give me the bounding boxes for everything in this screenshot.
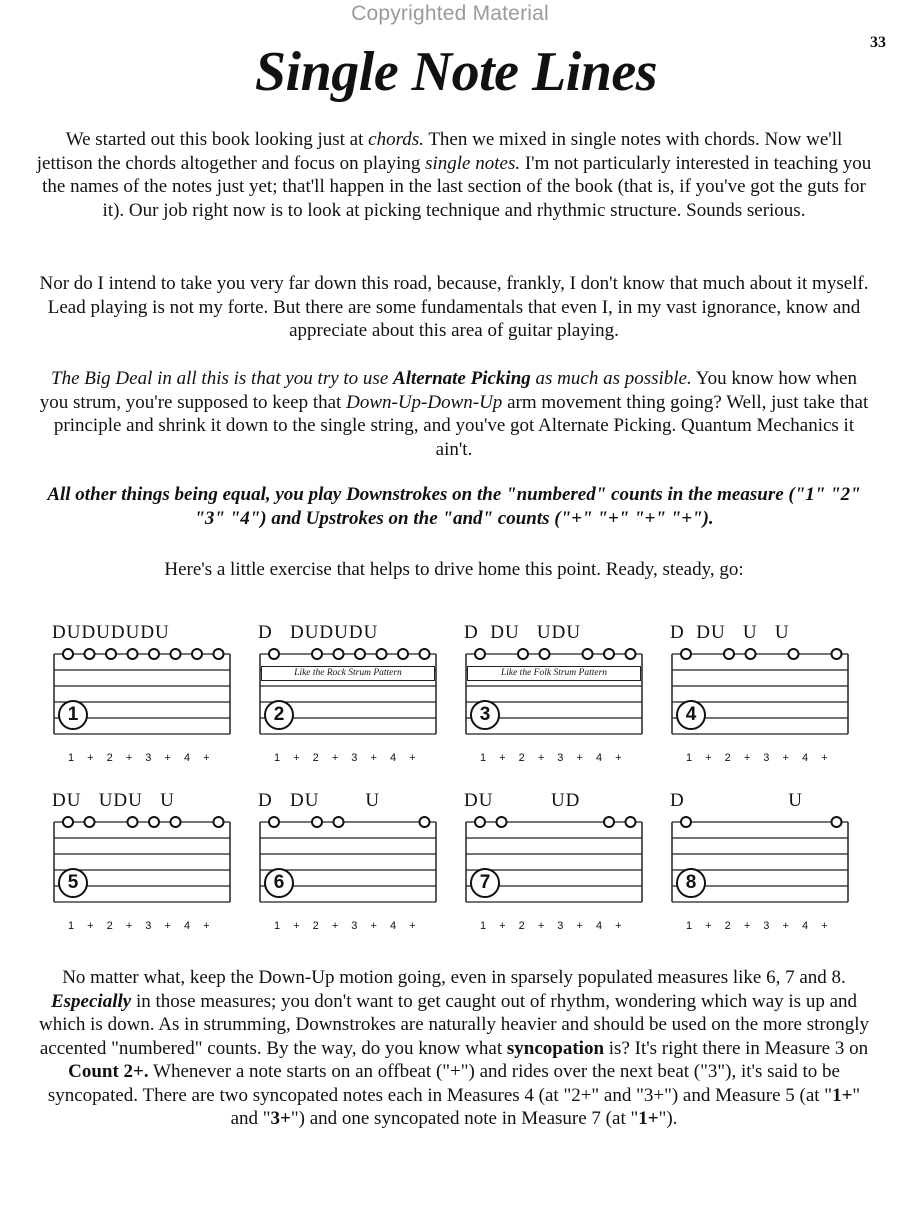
exercise-measure-3 (464, 622, 644, 772)
open-string-note (626, 817, 636, 827)
stroke-pattern: D DU UDU (464, 622, 582, 643)
text-run-italic: Down-Up-Down-Up (346, 391, 503, 413)
open-string-note (681, 817, 691, 827)
text-run-bold: 1+ (832, 1084, 853, 1106)
open-string-note (604, 649, 614, 659)
text-run: "). (658, 1108, 678, 1129)
open-string-note (497, 817, 507, 827)
text-run: Whenever a note starts on an offbeat ("+") and rides over the next beat ("3"), it's said to be syncopated. There are two syncopated notes each in Measures 4 (at "2+" and "3+") and Measure 5 (at " (47, 1061, 840, 1106)
open-string-note (681, 649, 691, 659)
exercise-measure-5 (52, 790, 232, 940)
count-labels: 1 + 2 + 3 + 4 + (274, 752, 421, 764)
text-run-bold: Count 2+. (68, 1061, 149, 1082)
open-string-note (63, 817, 73, 827)
pattern-label: Like the Folk Strum Pattern (467, 666, 641, 681)
open-string-note (540, 649, 550, 659)
count-labels: 1 + 2 + 3 + 4 + (274, 920, 421, 932)
page-number: 33 (870, 34, 886, 51)
text-run: Then we mixed in single notes with chords. Now we'll jettison the chords altogether and focus on playing (36, 129, 843, 174)
stroke-pattern: D DU U U (670, 622, 790, 643)
open-string-note (312, 649, 322, 659)
text-run-bold: Alternate Picking (393, 368, 531, 389)
measure-number-badge: 1 (58, 700, 88, 730)
exercise-measure-8 (670, 790, 850, 940)
measure-number-badge: 5 (58, 868, 88, 898)
count-labels: 1 + 2 + 3 + 4 + (480, 920, 627, 932)
measure-number-badge: 6 (264, 868, 294, 898)
text-run: You know how when you strum, you're supposed to keep that (39, 368, 857, 413)
open-string-note (171, 817, 181, 827)
open-string-note (420, 649, 430, 659)
open-string-note (128, 649, 138, 659)
text-run-bold: 1+ (638, 1108, 659, 1129)
text-run-bold: syncopation (506, 1037, 605, 1059)
open-string-note (355, 649, 365, 659)
page-title: Single Note Lines (254, 41, 658, 103)
open-string-note (832, 649, 842, 659)
open-string-note (85, 649, 95, 659)
exercise-measure-4 (670, 622, 850, 772)
copyright-watermark: Copyrighted Material (351, 2, 549, 25)
exercise-measure-1 (52, 622, 232, 772)
stroke-pattern: DU UDU U (52, 790, 175, 811)
measure-number-badge: 7 (470, 868, 500, 898)
text-run-italic: as much as possible. (530, 368, 692, 389)
open-string-note (377, 649, 387, 659)
open-string-note (334, 649, 344, 659)
measure-number-badge: 3 (470, 700, 500, 730)
open-string-note (420, 817, 430, 827)
open-string-note (149, 817, 159, 827)
open-string-note (85, 817, 95, 827)
measure-number-badge: 8 (676, 868, 706, 898)
open-string-note (398, 649, 408, 659)
open-string-note (724, 649, 734, 659)
measure-number-badge: 4 (676, 700, 706, 730)
open-string-note (604, 817, 614, 827)
open-string-note (312, 817, 322, 827)
open-string-note (63, 649, 73, 659)
open-string-note (475, 649, 485, 659)
intro-paragraph (36, 128, 872, 222)
text-run: We started out this book looking just at (65, 129, 369, 150)
text-run: is? It's right there in Measure 3 on (604, 1037, 869, 1059)
exercise-intro: Here's a little exercise that helps to drive home this point. Ready, steady, go: (164, 559, 744, 580)
syncopation-paragraph (36, 966, 872, 1131)
open-string-note (128, 817, 138, 827)
alternate-picking-paragraph (36, 367, 872, 461)
exercise-measure-2 (258, 622, 438, 772)
open-string-note (106, 649, 116, 659)
stroke-pattern: D U (670, 790, 803, 811)
rule-paragraph: All other things being equal, you play Downstrokes on the "numbered" counts in the measure ("1" "2" "3" "4") and Upstrokes on the "and" counts ("+" "+" "+" "+"). (47, 484, 861, 529)
text-run: in those measures; you don't want to get caught out of rhythm, wondering which way is up and which is down. As in strumming, Downstrokes are naturally heavier and should be used on the more strongly accented "numbered" counts. By the way, do you know what (38, 990, 870, 1059)
open-string-note (789, 649, 799, 659)
count-labels: 1 + 2 + 3 + 4 + (480, 752, 627, 764)
stroke-pattern: DU UD (464, 790, 581, 811)
text-run-italic: single notes. (425, 152, 521, 174)
open-string-note (269, 649, 279, 659)
text-run: No matter what, keep the Down-Up motion going, even in sparsely populated measures like 6, 7 and 8. (62, 967, 846, 988)
text-run-bold: 3+ (270, 1108, 291, 1129)
text-run: " and " (230, 1084, 861, 1129)
open-string-note (192, 649, 202, 659)
measure-number-badge: 2 (264, 700, 294, 730)
stroke-pattern: D DU U (258, 790, 381, 811)
pattern-label: Like the Rock Strum Pattern (261, 666, 435, 681)
count-labels: 1 + 2 + 3 + 4 + (686, 920, 833, 932)
open-string-note (214, 817, 224, 827)
open-string-note (626, 649, 636, 659)
open-string-note (746, 649, 756, 659)
stroke-pattern: D DUDUDU (258, 622, 379, 643)
count-labels: 1 + 2 + 3 + 4 + (686, 752, 833, 764)
text-run: ") and one syncopated note in Measure 7 (at " (290, 1108, 639, 1129)
text-run: arm movement thing going? Well, just take that principle and shrink it down to the single string, and you've got Alternate Picking. Quantum Mechanics it ain't. (53, 391, 869, 460)
count-labels: 1 + 2 + 3 + 4 + (68, 752, 215, 764)
text-run: I'm not particularly interested in teaching you the names of the notes just yet; that'll happen in the last section of the book (that is, if you've got the guts for it). Our job right now is to look at picking technique and rhythmic structure. Sounds serious. (42, 152, 872, 221)
text-run-italic: chords. (368, 129, 424, 150)
text-run-bold: Especially (50, 990, 132, 1012)
stroke-pattern: DUDUDUDU (52, 622, 170, 643)
exercise-measure-6 (258, 790, 438, 940)
open-string-note (583, 649, 593, 659)
open-string-note (334, 817, 344, 827)
count-labels: 1 + 2 + 3 + 4 + (68, 920, 215, 932)
text-run-italic: The Big Deal in all this is that you try to use (51, 368, 394, 389)
open-string-note (832, 817, 842, 827)
open-string-note (518, 649, 528, 659)
forte-paragraph: Nor do I intend to take you very far down this road, because, frankly, I don't know that much about it myself. Lead playing is not my forte. But there are some fundamentals that even I, in my vast ignorance, know and appreciate about this area of guitar playing. (39, 273, 869, 341)
open-string-note (149, 649, 159, 659)
open-string-note (475, 817, 485, 827)
open-string-note (171, 649, 181, 659)
open-string-note (214, 649, 224, 659)
exercise-measure-7 (464, 790, 644, 940)
open-string-note (269, 817, 279, 827)
